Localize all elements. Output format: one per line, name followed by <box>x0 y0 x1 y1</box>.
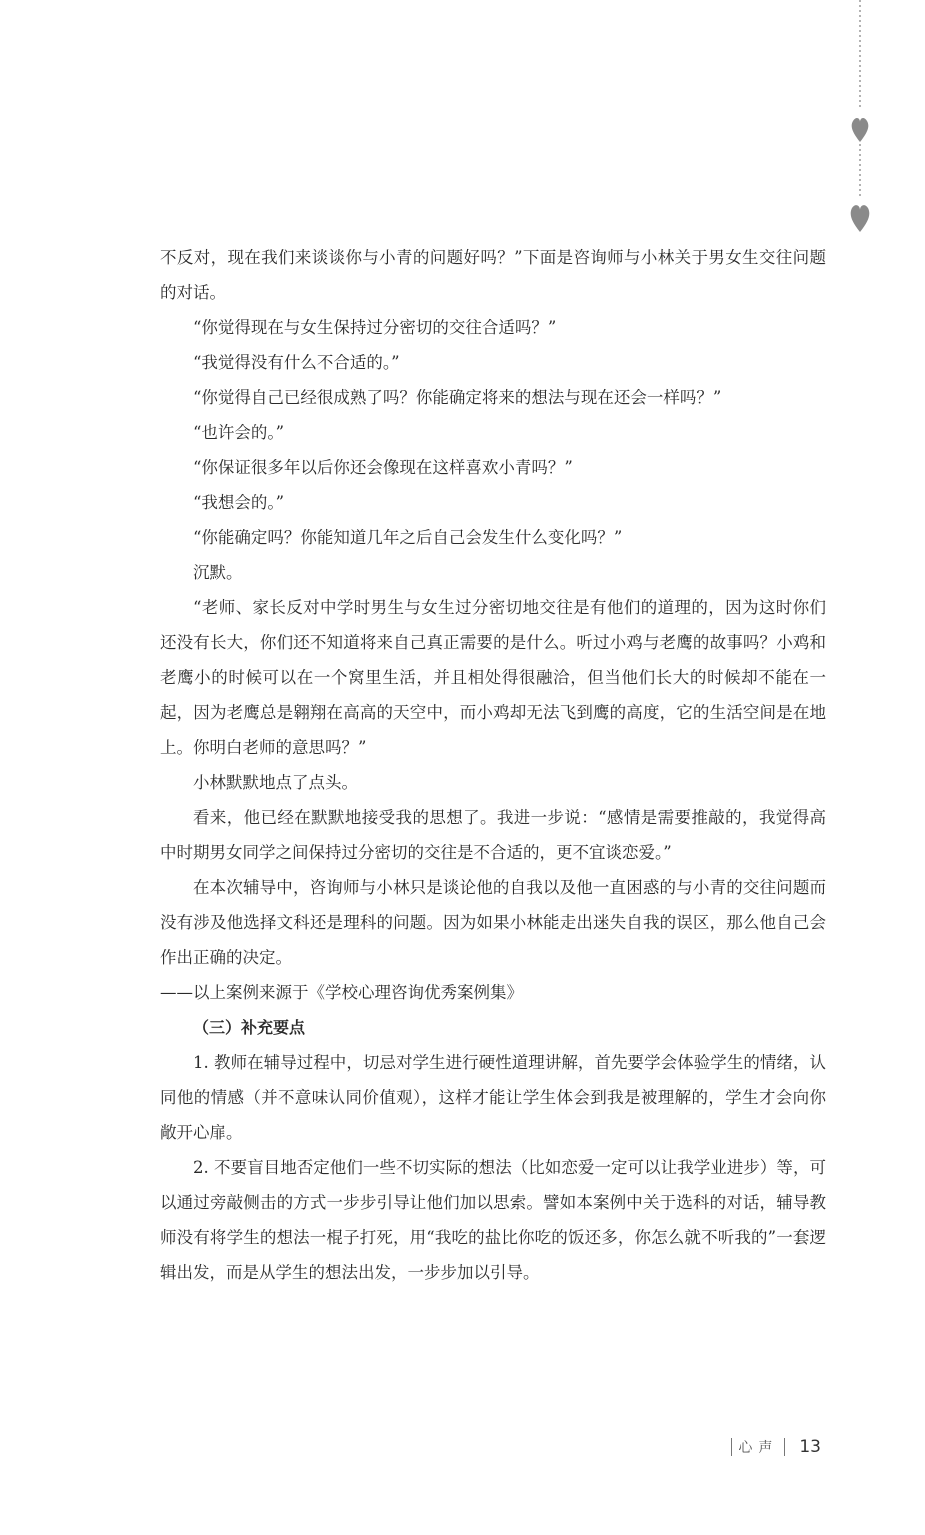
decorative-heart-chain <box>850 0 870 240</box>
section-subheading: （三）补充要点 <box>193 1018 306 1037</box>
paragraph: “我觉得没有什么不合适的。” <box>193 353 400 372</box>
divider <box>731 1438 732 1456</box>
supplementary-points <box>160 1045 826 1290</box>
paragraph: “你保证很多年以后你还会像现在这样喜欢小青吗？” <box>193 458 573 477</box>
heart-icon <box>851 205 870 232</box>
paragraph: 在本次辅导中，咨询师与小林只是谈论他的自我以及他一直困惑的与小青的交往问题而没有涉及他选择文科还是理科的问题。因为如果小林能走出迷失自我的误区，那么他自己会作出正确的决定。 <box>160 878 826 967</box>
paragraph: “你能确定吗？你能知道几年之后自己会发生什么变化吗？” <box>193 528 623 547</box>
divider <box>784 1438 785 1456</box>
paragraph: 看来，他已经在默默地接受我的思想了。我进一步说：“感情是需要推敲的，我觉得高中时期男女同学之间保持过分密切的交往是不合适的，更不宜谈恋爱。” <box>160 808 826 862</box>
paragraph: “你觉得现在与女生保持过分密切的交往合适吗？” <box>193 318 557 337</box>
paragraph: “也许会的。” <box>193 423 285 442</box>
section-title: 心声 <box>738 1440 779 1456</box>
case-source: ——以上案例来源于《学校心理咨询优秀案例集》 <box>160 983 523 1002</box>
page-footer <box>731 1437 821 1457</box>
paragraph: 沉默。 <box>193 563 243 582</box>
case-dialogue <box>160 240 826 975</box>
point-item: 1. 教师在辅导过程中，切忌对学生进行硬性道理讲解，首先要学会体验学生的情绪，认同他的情感（并不意味认同价值观），这样才能让学生体会到我是被理解的，学生才会向你敞开心扉。 <box>160 1053 826 1142</box>
heart-icon <box>852 118 869 142</box>
point-item: 2. 不要盲目地否定他们一些不切实际的想法（比如恋爱一定可以让我学业进步）等，可以通过旁敲侧击的方式一步步引导让他们加以思索。譬如本案例中关于选科的对话，辅导教师没有将学生的想法一棍子打死，用“我吃的盐比你吃的饭还多，你怎么就不听我的”一套逻辑出发，而是从学生的想法出发，一步步加以引导。 <box>160 1158 826 1282</box>
article-body <box>160 240 826 1290</box>
page-number: 13 <box>799 1437 821 1457</box>
paragraph: 不反对，现在我们来谈谈你与小青的问题好吗？”下面是咨询师与小林关于男女生交往问题的对话。 <box>160 248 826 302</box>
paragraph: 小林默默地点了点头。 <box>193 773 358 792</box>
paragraph: “我想会的。” <box>193 493 285 512</box>
paragraph: “你觉得自己已经很成熟了吗？你能确定将来的想法与现在还会一样吗？” <box>193 388 722 407</box>
paragraph: “老师、家长反对中学时男生与女生过分密切地交往是有他们的道理的，因为这时你们还没有长大，你们还不知道将来自己真正需要的是什么。听过小鸡与老鹰的故事吗？小鸡和老鹰小的时候可以在一个窝里生活，并且相处得很融洽，但当他们长大的时候却不能在一起，因为老鹰总是翱翔在高高的天空中，而小鸡却无法飞到鹰的高度，它的生活空间是在地上。你明白老师的意思吗？” <box>160 598 826 757</box>
